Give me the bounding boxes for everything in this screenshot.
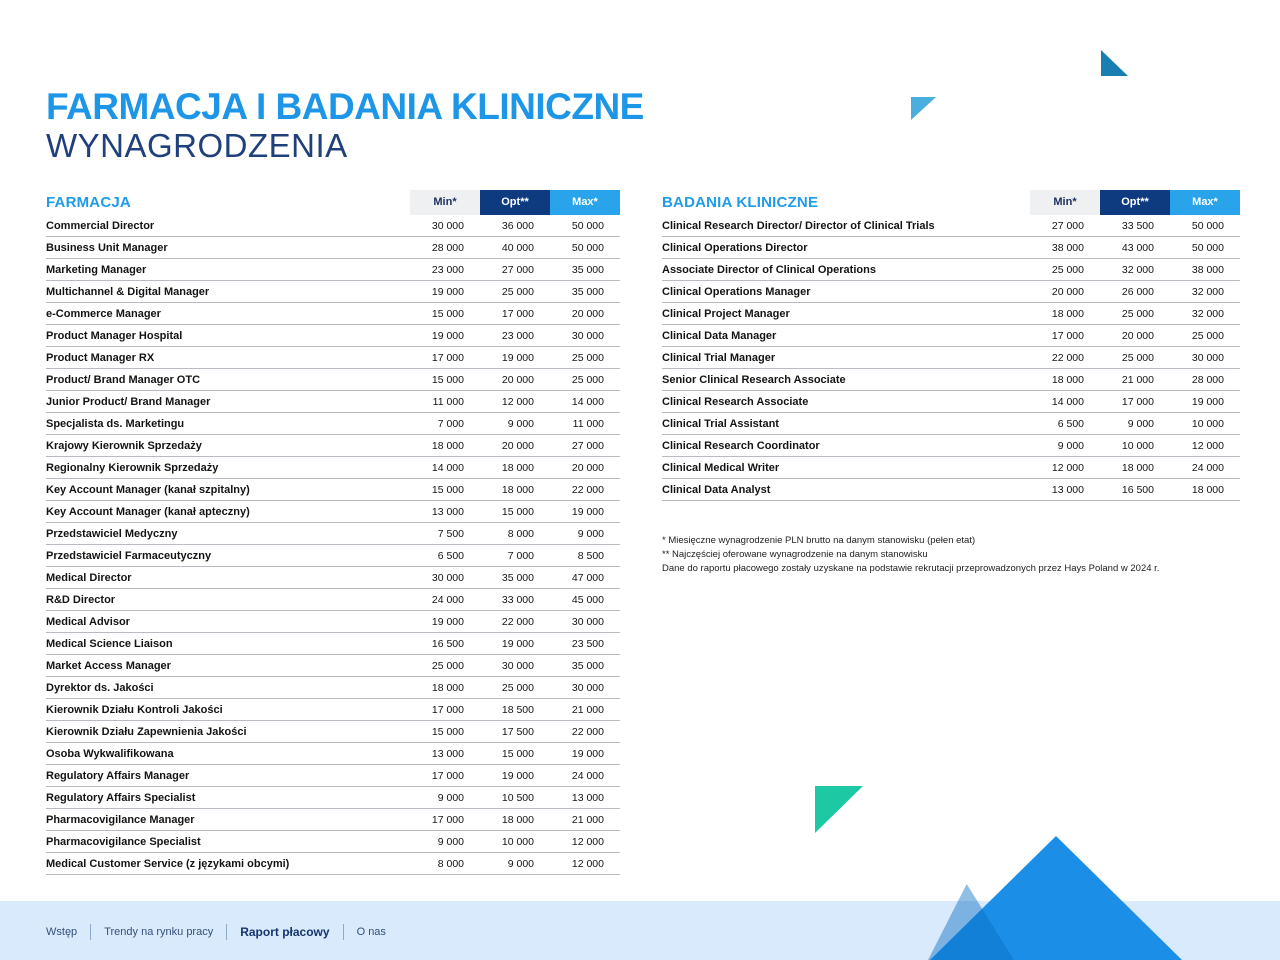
- max-value: 50 000: [571, 219, 604, 232]
- role-name: Regulatory Affairs Manager: [46, 769, 190, 782]
- min-value: 9 000: [1057, 439, 1084, 452]
- min-value: 19 000: [431, 615, 464, 628]
- table-row: [46, 237, 620, 259]
- min-value: 6 500: [437, 549, 464, 562]
- role-name: Dyrektor ds. Jakości: [46, 681, 154, 694]
- opt-value: 25 000: [1121, 351, 1154, 364]
- min-value: 17 000: [431, 813, 464, 826]
- table-row: [662, 457, 1240, 479]
- max-value: 12 000: [571, 835, 604, 848]
- opt-value: 22 000: [501, 615, 534, 628]
- footnote-source: Dane do raportu płacowego zostały uzyskane na podstawie rekrutacji przeprowadzonych przez Hays Poland w 2024 r.: [662, 563, 1160, 574]
- opt-value: 32 000: [1121, 263, 1154, 276]
- opt-value: 35 000: [501, 571, 534, 584]
- opt-value: 20 000: [501, 373, 534, 386]
- table-row: [662, 325, 1240, 347]
- min-value: 15 000: [431, 373, 464, 386]
- opt-value: 36 000: [501, 219, 534, 232]
- badania-kliniczne-table: [662, 190, 1240, 501]
- min-value: 19 000: [431, 329, 464, 342]
- table-row: [46, 633, 620, 655]
- footnotes: [662, 535, 1159, 577]
- role-name: Przedstawiciel Farmaceutyczny: [46, 549, 212, 562]
- opt-value: 9 000: [507, 857, 534, 870]
- max-value: 18 000: [1191, 483, 1224, 496]
- role-name: Specjalista ds. Marketingu: [46, 417, 185, 430]
- min-value: 14 000: [431, 461, 464, 474]
- table-row: [662, 215, 1240, 237]
- opt-value: 18 000: [1121, 461, 1154, 474]
- footer-nav-item[interactable]: O nas: [343, 924, 399, 940]
- min-value: 18 000: [1051, 307, 1084, 320]
- max-value: 30 000: [571, 329, 604, 342]
- farmacja-table: [46, 190, 620, 875]
- opt-value: 19 000: [501, 769, 534, 782]
- opt-value: 25 000: [1121, 307, 1154, 320]
- role-name: Osoba Wykwalifikowana: [46, 747, 174, 760]
- role-name: Senior Clinical Research Associate: [662, 373, 846, 386]
- role-name: R&D Director: [46, 593, 116, 606]
- role-name: Product/ Brand Manager OTC: [46, 373, 201, 386]
- footer-nav-item[interactable]: Wstęp: [46, 926, 78, 938]
- max-value: 50 000: [1191, 241, 1224, 254]
- max-value: 27 000: [571, 439, 604, 452]
- role-name: Market Access Manager: [46, 659, 171, 672]
- min-value: 20 000: [1051, 285, 1084, 298]
- min-value: 15 000: [431, 483, 464, 496]
- min-value: 16 500: [431, 637, 464, 650]
- min-value: 30 000: [431, 219, 464, 232]
- min-value: 7 500: [437, 527, 464, 540]
- opt-value: 20 000: [501, 439, 534, 452]
- max-value: 35 000: [571, 659, 604, 672]
- max-value: 50 000: [1191, 219, 1224, 232]
- table-row: [46, 435, 620, 457]
- opt-value: 17 000: [501, 307, 534, 320]
- section-title-farmacja: FARMACJA: [46, 194, 131, 211]
- table-row: [46, 589, 620, 611]
- min-value: 15 000: [431, 725, 464, 738]
- min-value: 9 000: [437, 835, 464, 848]
- table-row: [46, 501, 620, 523]
- role-name: Junior Product/ Brand Manager: [46, 395, 211, 408]
- opt-value: 26 000: [1121, 285, 1154, 298]
- role-name: Krajowy Kierownik Sprzedaży: [46, 439, 202, 452]
- badania-table-body: [662, 215, 1240, 501]
- table-row: [46, 523, 620, 545]
- max-value: 50 000: [571, 241, 604, 254]
- role-name: Marketing Manager: [46, 263, 147, 276]
- opt-value: 43 000: [1121, 241, 1154, 254]
- min-value: 23 000: [431, 263, 464, 276]
- max-value: 14 000: [571, 395, 604, 408]
- table-row: [46, 479, 620, 501]
- role-name: Key Account Manager (kanał apteczny): [46, 505, 250, 518]
- decor-triangle-light-icon: [911, 97, 936, 120]
- table-row: [662, 347, 1240, 369]
- role-name: Clinical Operations Director: [662, 241, 808, 254]
- role-name: Product Manager RX: [46, 351, 155, 364]
- role-name: Clinical Project Manager: [662, 307, 790, 320]
- min-value: 15 000: [431, 307, 464, 320]
- opt-value: 27 000: [501, 263, 534, 276]
- column-header-opt: Opt**: [1100, 190, 1170, 215]
- max-value: 19 000: [1191, 395, 1224, 408]
- role-name: Product Manager Hospital: [46, 329, 183, 342]
- max-value: 32 000: [1191, 285, 1224, 298]
- table-row: [46, 831, 620, 853]
- opt-value: 16 500: [1121, 483, 1154, 496]
- table-row: [46, 457, 620, 479]
- min-value: 18 000: [431, 439, 464, 452]
- table-row: [46, 259, 620, 281]
- table-row: [46, 303, 620, 325]
- max-value: 13 000: [571, 791, 604, 804]
- max-value: 38 000: [1191, 263, 1224, 276]
- min-value: 12 000: [1051, 461, 1084, 474]
- role-name: Associate Director of Clinical Operations: [662, 263, 876, 276]
- max-value: 28 000: [1191, 373, 1224, 386]
- max-value: 10 000: [1191, 417, 1224, 430]
- opt-value: 21 000: [1121, 373, 1154, 386]
- min-value: 17 000: [1051, 329, 1084, 342]
- role-name: Clinical Medical Writer: [662, 461, 780, 474]
- opt-value: 8 000: [507, 527, 534, 540]
- max-value: 22 000: [571, 725, 604, 738]
- role-name: Regulatory Affairs Specialist: [46, 791, 196, 804]
- max-value: 45 000: [571, 593, 604, 606]
- opt-value: 17 000: [1121, 395, 1154, 408]
- opt-value: 17 500: [501, 725, 534, 738]
- table-row: [662, 281, 1240, 303]
- table-row: [46, 611, 620, 633]
- farmacja-table-body: [46, 215, 620, 875]
- role-name: Clinical Research Associate: [662, 395, 809, 408]
- section-title-badania-kliniczne: BADANIA KLINICZNE: [662, 194, 819, 211]
- max-value: 21 000: [571, 813, 604, 826]
- opt-value: 18 000: [501, 461, 534, 474]
- table-row: [662, 413, 1240, 435]
- min-value: 18 000: [1051, 373, 1084, 386]
- table-row: [46, 281, 620, 303]
- min-value: 9 000: [437, 791, 464, 804]
- max-value: 23 500: [571, 637, 604, 650]
- max-value: 30 000: [571, 681, 604, 694]
- role-name: Clinical Trial Manager: [662, 351, 776, 364]
- table-row: [662, 479, 1240, 501]
- min-value: 8 000: [437, 857, 464, 870]
- table-row: [662, 237, 1240, 259]
- footer-nav-item[interactable]: Raport płacowy: [226, 924, 342, 940]
- table-row: [46, 215, 620, 237]
- max-value: 21 000: [571, 703, 604, 716]
- min-value: 18 000: [431, 681, 464, 694]
- table-row: [46, 677, 620, 699]
- max-value: 12 000: [571, 857, 604, 870]
- opt-value: 33 000: [501, 593, 534, 606]
- opt-value: 18 500: [501, 703, 534, 716]
- min-value: 25 000: [431, 659, 464, 672]
- role-name: Pharmacovigilance Manager: [46, 813, 195, 826]
- table-row: [46, 369, 620, 391]
- opt-value: 7 000: [507, 549, 534, 562]
- table-row: [46, 699, 620, 721]
- role-name: Przedstawiciel Medyczny: [46, 527, 178, 540]
- min-value: 38 000: [1051, 241, 1084, 254]
- page-subtitle: WYNAGRODZENIA: [46, 127, 348, 164]
- max-value: 25 000: [571, 373, 604, 386]
- table-row: [662, 369, 1240, 391]
- min-value: 25 000: [1051, 263, 1084, 276]
- table-row: [662, 435, 1240, 457]
- opt-value: 19 000: [501, 351, 534, 364]
- opt-value: 23 000: [501, 329, 534, 342]
- max-value: 12 000: [1191, 439, 1224, 452]
- max-value: 24 000: [571, 769, 604, 782]
- min-value: 13 000: [1051, 483, 1084, 496]
- role-name: Medical Customer Service (z językami obcymi): [46, 857, 290, 870]
- min-value: 7 000: [437, 417, 464, 430]
- min-value: 11 000: [432, 395, 464, 408]
- role-name: Business Unit Manager: [46, 241, 168, 254]
- max-value: 30 000: [571, 615, 604, 628]
- badania-table-header: [662, 190, 1240, 215]
- role-name: Regionalny Kierownik Sprzedaży: [46, 461, 219, 474]
- table-row: [662, 303, 1240, 325]
- max-value: 32 000: [1191, 307, 1224, 320]
- max-value: 20 000: [571, 307, 604, 320]
- min-value: 6 500: [1057, 417, 1084, 430]
- table-row: [46, 787, 620, 809]
- farmacja-table-header: [46, 190, 620, 215]
- table-row: [46, 545, 620, 567]
- role-name: Clinical Data Analyst: [662, 483, 771, 496]
- footer-nav-item[interactable]: Trendy na rynku pracy: [90, 924, 226, 940]
- opt-value: 19 000: [501, 637, 534, 650]
- min-value: 28 000: [431, 241, 464, 254]
- opt-value: 25 000: [501, 681, 534, 694]
- opt-value: 10 000: [501, 835, 534, 848]
- footnote-min: * Miesięczne wynagrodzenie PLN brutto na danym stanowisku (pełen etat): [662, 535, 976, 546]
- footnote-opt: ** Najczęściej oferowane wynagrodzenie na danym stanowisku: [662, 549, 928, 560]
- table-row: [46, 721, 620, 743]
- role-name: Kierownik Działu Zapewnienia Jakości: [46, 725, 247, 738]
- max-value: 8 500: [577, 549, 604, 562]
- role-name: Medical Director: [46, 571, 132, 584]
- min-value: 30 000: [431, 571, 464, 584]
- role-name: Clinical Trial Assistant: [662, 417, 779, 430]
- column-header-opt: Opt**: [480, 190, 550, 215]
- max-value: 24 000: [1191, 461, 1224, 474]
- opt-value: 15 000: [501, 747, 534, 760]
- role-name: e-Commerce Manager: [46, 307, 161, 320]
- decor-triangle-teal-icon: [815, 786, 863, 833]
- table-row: [46, 765, 620, 787]
- min-value: 13 000: [431, 505, 464, 518]
- table-row: [46, 347, 620, 369]
- table-row: [46, 743, 620, 765]
- max-value: 20 000: [571, 461, 604, 474]
- max-value: 9 000: [577, 527, 604, 540]
- min-value: 27 000: [1051, 219, 1084, 232]
- column-header-max: Max*: [550, 190, 620, 215]
- max-value: 11 000: [572, 417, 604, 430]
- table-row: [662, 391, 1240, 413]
- role-name: Clinical Research Director/ Director of Clinical Trials: [662, 219, 935, 232]
- role-name: Multichannel & Digital Manager: [46, 285, 210, 298]
- decor-triangle-dark-icon: [1101, 50, 1128, 76]
- table-row: [46, 325, 620, 347]
- opt-value: 9 000: [1127, 417, 1154, 430]
- footer-nav: [46, 924, 399, 940]
- table-row: [46, 567, 620, 589]
- role-name: Commercial Director: [46, 219, 155, 232]
- table-row: [662, 259, 1240, 281]
- min-value: 19 000: [431, 285, 464, 298]
- column-header-min: Min*: [1030, 190, 1100, 215]
- page-title: FARMACJA I BADANIA KLINICZNE: [46, 86, 644, 127]
- max-value: 19 000: [571, 505, 604, 518]
- opt-value: 18 000: [501, 813, 534, 826]
- title-block: [46, 88, 644, 162]
- table-row: [46, 391, 620, 413]
- min-value: 22 000: [1051, 351, 1084, 364]
- max-value: 25 000: [571, 351, 604, 364]
- column-header-max: Max*: [1170, 190, 1240, 215]
- max-value: 25 000: [1191, 329, 1224, 342]
- min-value: 17 000: [431, 351, 464, 364]
- min-value: 24 000: [431, 593, 464, 606]
- opt-value: 20 000: [1121, 329, 1154, 342]
- role-name: Clinical Data Manager: [662, 329, 777, 342]
- opt-value: 12 000: [501, 395, 534, 408]
- role-name: Kierownik Działu Kontroli Jakości: [46, 703, 223, 716]
- role-name: Pharmacovigilance Specialist: [46, 835, 201, 848]
- max-value: 30 000: [1191, 351, 1224, 364]
- opt-value: 15 000: [501, 505, 534, 518]
- table-row: [46, 413, 620, 435]
- opt-value: 10 500: [501, 791, 534, 804]
- opt-value: 40 000: [501, 241, 534, 254]
- role-name: Clinical Operations Manager: [662, 285, 811, 298]
- opt-value: 9 000: [507, 417, 534, 430]
- table-row: [46, 853, 620, 875]
- max-value: 47 000: [571, 571, 604, 584]
- opt-value: 10 000: [1121, 439, 1154, 452]
- min-value: 17 000: [431, 769, 464, 782]
- opt-value: 33 500: [1121, 219, 1154, 232]
- role-name: Key Account Manager (kanał szpitalny): [46, 483, 250, 496]
- table-row: [46, 809, 620, 831]
- role-name: Medical Science Liaison: [46, 637, 173, 650]
- max-value: 22 000: [571, 483, 604, 496]
- table-row: [46, 655, 620, 677]
- max-value: 35 000: [571, 263, 604, 276]
- max-value: 35 000: [571, 285, 604, 298]
- role-name: Medical Advisor: [46, 615, 130, 628]
- min-value: 17 000: [431, 703, 464, 716]
- opt-value: 25 000: [501, 285, 534, 298]
- role-name: Clinical Research Coordinator: [662, 439, 820, 452]
- opt-value: 18 000: [501, 483, 534, 496]
- min-value: 14 000: [1051, 395, 1084, 408]
- min-value: 13 000: [431, 747, 464, 760]
- max-value: 19 000: [571, 747, 604, 760]
- opt-value: 30 000: [501, 659, 534, 672]
- column-header-min: Min*: [410, 190, 480, 215]
